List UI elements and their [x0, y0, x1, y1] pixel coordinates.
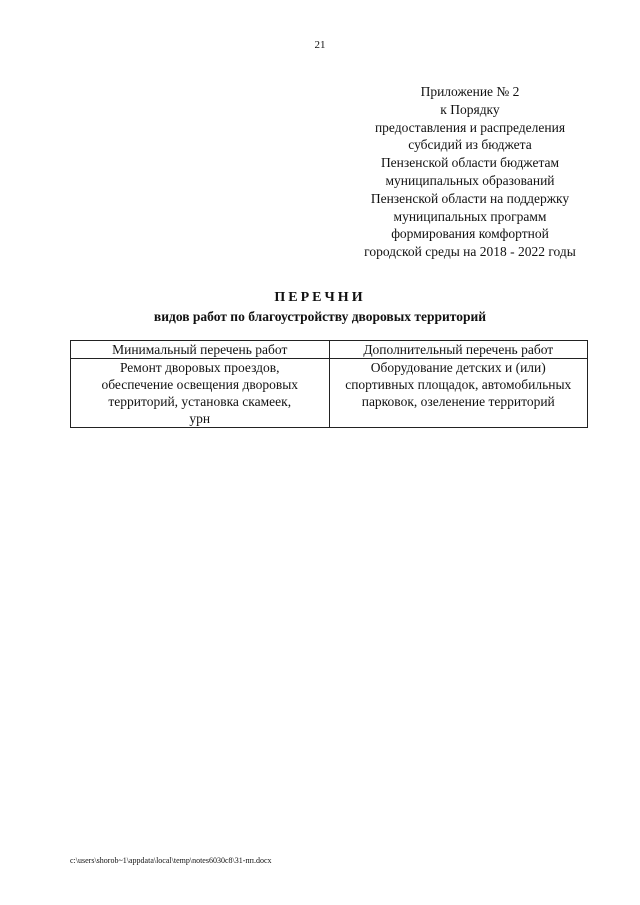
table-row — [71, 359, 588, 428]
table-header-row — [71, 341, 588, 359]
appendix-line: муниципальных образований — [385, 172, 555, 188]
document-subtitle: видов работ по благоустройству дворовых территорий — [153, 309, 487, 324]
document-title: ПЕРЕЧНИ — [274, 290, 366, 305]
cell-line: Оборудование детских и (или) — [370, 360, 546, 375]
appendix-line: субсидий из бюджета — [408, 137, 532, 153]
cell-additional — [329, 359, 588, 428]
header-minimal: Минимальный перечень работ — [71, 341, 330, 359]
appendix-line: формирования комфортной — [391, 226, 549, 242]
cell-minimal — [71, 359, 330, 428]
appendix-line: Пензенской области на поддержку — [370, 190, 570, 206]
appendix-line: предоставления и распределения — [374, 119, 566, 135]
appendix-block — [340, 83, 600, 261]
header-additional: Дополнительный перечень работ — [329, 341, 588, 359]
appendix-line: Пензенской области бюджетам — [380, 155, 560, 171]
works-table — [70, 340, 588, 428]
cell-line: урн — [189, 411, 211, 426]
footer-file-path: c:\users\shorob~1\appdata\local\temp\notes6030c8\31-пп.docx — [70, 856, 272, 865]
appendix-line: городской среды на 2018 - 2022 годы — [364, 244, 576, 260]
cell-line: спортивных площадок, автомобильных — [345, 377, 572, 392]
page-number: 21 — [314, 39, 326, 51]
appendix-line: муниципальных программ — [393, 208, 547, 224]
cell-line: Ремонт дворовых проездов, — [119, 360, 280, 375]
cell-line: территорий, установка скамеек, — [108, 394, 292, 409]
appendix-line: Приложение № 2 — [420, 84, 520, 99]
appendix-line: к Порядку — [440, 101, 500, 117]
cell-line: обеспечение освещения дворовых — [101, 377, 299, 392]
cell-line: парковок, озеленение территорий — [361, 394, 555, 409]
